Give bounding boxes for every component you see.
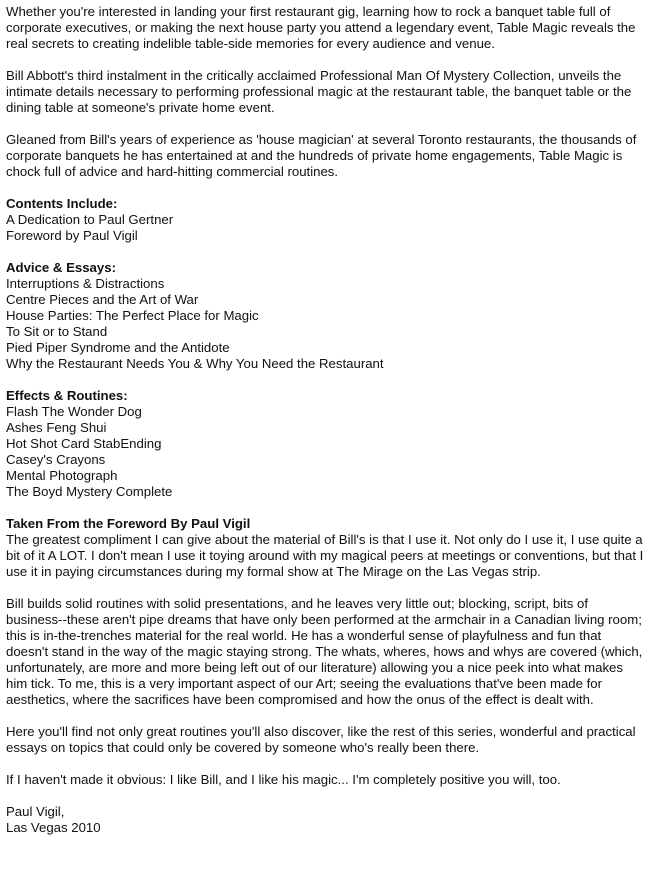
advice-title: Advice & Essays: (6, 260, 116, 275)
advice-item: Why the Restaurant Needs You & Why You Need the Restaurant (6, 356, 384, 371)
effects-item: Hot Shot Card StabEnding (6, 436, 162, 451)
foreword-title: Taken From the Foreword By Paul Vigil (6, 516, 251, 531)
effects-item: Flash The Wonder Dog (6, 404, 142, 419)
contents-section (6, 196, 645, 244)
advice-item: Centre Pieces and the Art of War (6, 292, 199, 307)
foreword-paragraph-1: The greatest compliment I can give about the material of Bill's is that I use it. Not only do I use it, I use quite a bit of it A LOT. I don't mean I use it toying around with my magical peers at meetings or conventions, but that I use it in paying circumstances during my formal show at The Mirage on the Las Vegas strip. (6, 532, 644, 579)
effects-item: Casey's Crayons (6, 452, 106, 467)
intro-paragraph-1: Whether you're interested in landing your first restaurant gig, learning how to rock a banquet table full of corporate executives, or making the next house party you attend a legendary event, Table Magic reveals the real secrets to creating indelible table-side memories for every audience and venue. (6, 4, 636, 51)
advice-item: Pied Piper Syndrome and the Antidote (6, 340, 230, 355)
effects-item: Ashes Feng Shui (6, 420, 107, 435)
signature-name: Paul Vigil, (6, 804, 65, 819)
effects-title: Effects & Routines: (6, 388, 128, 403)
advice-item: Interruptions & Distractions (6, 276, 165, 291)
contents-item: Foreword by Paul Vigil (6, 228, 138, 243)
effects-item: Mental Photograph (6, 468, 118, 483)
contents-item: A Dedication to Paul Gertner (6, 212, 174, 227)
foreword-paragraph-3: Here you'll find not only great routines you'll also discover, like the rest of this series, wonderful and practical essays on topics that could only be covered by someone who's really been there. (6, 724, 636, 755)
contents-title: Contents Include: (6, 196, 118, 211)
foreword-paragraph-2: Bill builds solid routines with solid presentations, and he leaves very little out; blocking, script, bits of business--these aren't pipe dreams that have only been performed at the armchair in a Canadian living room; this is in-the-trenches material for the real world. He has a wonderful sense of playfulness and fun that doesn't stand in the way of the magic staying strong. The whats, wheres, hows and whys are covered (which, unfortunately, are more and more being left out of our literature) allowing you a nice peek into what makes him tick. To me, this is a very important aspect of our Art; seeing the evaluations that've been made for aesthetics, where the sacrifices have been compromised and how the onus of the effect is dealt with. (6, 596, 643, 707)
intro-paragraph-3: Gleaned from Bill's years of experience as 'house magician' at several Toronto restaurants, the thousands of corporate banquets he has entertained at and the hundreds of private home engagements, Table Magic is chock full of advice and hard-hitting commercial routines. (6, 132, 637, 179)
advice-item: To Sit or to Stand (6, 324, 108, 339)
advice-item: House Parties: The Perfect Place for Magic (6, 308, 259, 323)
signature-place: Las Vegas 2010 (6, 820, 101, 835)
effects-item: The Boyd Mystery Complete (6, 484, 173, 499)
effects-section (6, 388, 645, 500)
foreword-paragraph-4: If I haven't made it obvious: I like Bill, and I like his magic... I'm completely positive you will, too. (6, 772, 561, 787)
foreword-section (6, 516, 645, 580)
intro-paragraph-2: Bill Abbott's third instalment in the critically acclaimed Professional Man Of Mystery Collection, unveils the intimate details necessary to performing professional magic at the restaurant table, the banquet table or the dining table at someone's private home event. (6, 68, 632, 115)
advice-section (6, 260, 645, 372)
signature (6, 804, 645, 836)
